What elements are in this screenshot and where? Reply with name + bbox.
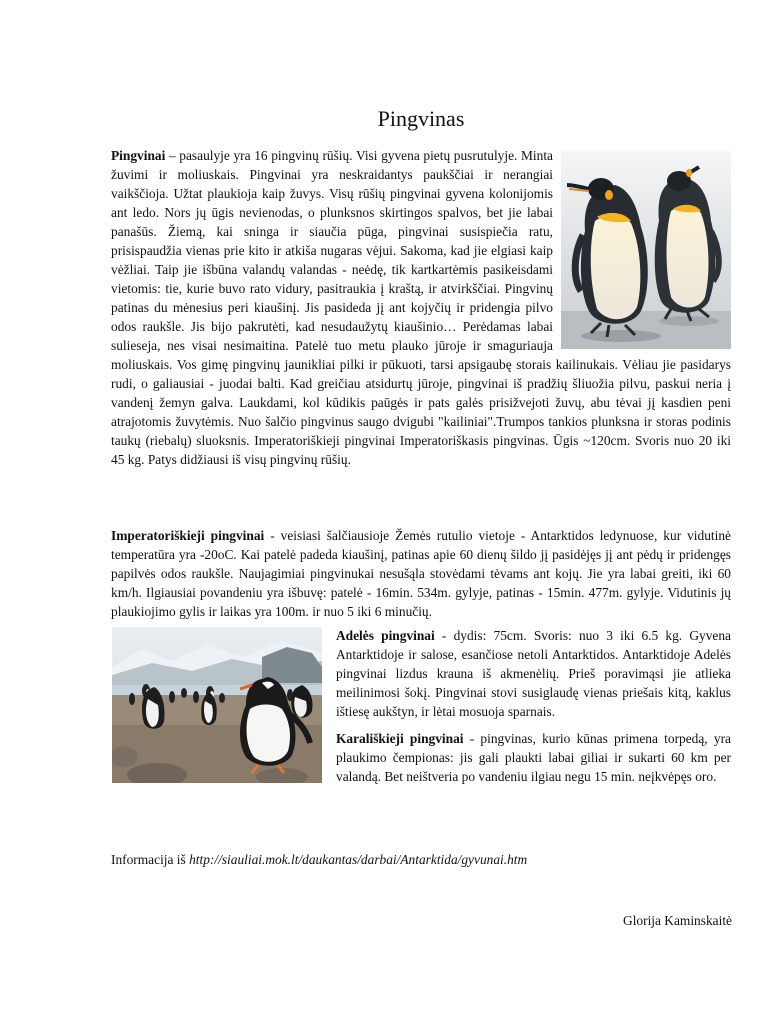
source-link[interactable]: http://siauliai.mok.lt/daukantas/darbai/Antarktida/gyvunai.htm (189, 852, 528, 867)
species-section (111, 526, 731, 787)
intro-paragraph (111, 146, 731, 469)
emperor-paragraph (111, 526, 731, 621)
source-label: Informacija iš (111, 852, 190, 867)
page-title: Pingvinas (377, 106, 465, 131)
source-line (111, 850, 731, 869)
emperor-text: - veisiasi šalčiausioje Žemės rutulio vietoje - Antarktidos ledynuose, kur vidutinė temperatūra yra -20oC. Kai patelė padeda kiaušinį, patinas apie 60 dienų šildo jį pasidėjęs jį ant pėdų ir pridengęs papilvės odos raukšle. Naujagimiai pingvinukai nesušąla stovėdami tėvams ant kojų. Jie yra labai greiti, iki 60 km/h. Ilgiausiai povandeniu yra išbuvę: patelė - 16min. 534m. gylyje, patinas - 15min. 477m. gylyje. Vidutinis jų plaukiojimo gylis ir laikas yra 100m. ir nuo 5 iki 6 minučių. (111, 528, 731, 619)
author-signature: Glorija Kaminskaitė (623, 913, 732, 928)
king-term: Karališkieji pingvinai (336, 731, 464, 746)
emperor-term: Imperatoriškieji pingvinai (111, 528, 265, 543)
king-text: - pingvinas, kurio kūnas primena torpedą, yra plaukimo čempionas: jis gali plaukti labai giliai ir sukarti 60 km per valandą. Bet neištveria po vandeniu ilgiau negu 15 min. neįkvėpęs oro. (336, 731, 731, 784)
intro-term: Pingvinai (111, 148, 166, 163)
adelie-term: Adelės pingvinai (336, 628, 435, 643)
king-penguins-photo (561, 151, 731, 349)
intro-text: – pasaulyje yra 16 pingvinų rūšių. Visi gyvena pietų pusrutulyje. Minta žuvimi ir moliuskais. Pingvinai yra neskraidantys paukščiai ir nerangiai vaikščioja. Užtat plaukioja kaip žuvys. Visų rūšių pingvinai gyvena kolonijomis ant ledo. Nors jų ūgis nevienodas, o plunksnos skirtingos spalvos, bet jie labai panašūs. Žiemą, kai sninga ir siaučia pūga, pingvinai susispiečia ratu, prisispaudžia vienas prie kito ir atkiša nugaras vėjui. Sakoma, kad jie elgiasi kaip vėžliai. Taip jie išbūna valandų valandas - neėdę, tik kartkartėmis pasikeisdami vietomis: tie, kurie buvo rato vidury, pasitraukia į kraštą, ir atvirkščiai. Pingvinų patinas du mėnesius peri kiaušinį. Jis pasideda jį ant kojyčių ir pridengia pilvo odos raukšle. Jis bijo pakrutėti, kad nesudaužytų kiaušinio… Perėdamas labai sulieseja, nes visai nesimaitina. Patelė tuo metu plauko jūroje ir smaguriauja moliuskais. Vos gimę pingvinų jaunikliai pilki ir pūkuoti, tarsi apsigaubę storais kailinukais. Vėliau jie pasidarys rudi, o galiausiai - juodai balti. Kad greičiau atsidurtų jūroje, pingvinai iš pradžių šliuožia pilvu, paskui neria į vandenį žemyn galva. Laukdami, kol kūdikis paūgės ir pats galės prisižvejoti žuvų, abu tėvai jį kasdien peni atrajotomis žuvytėmis. Nuo šalčio pingvinus saugo dvigubi "kailiniai".Trumpos tankios plunksna ir storas podinis taukų (riebalų) sluoksnis. Imperatoriškieji pingvinai Imperatoriškasis pingvinas. Ūgis ~120cm. Svoris nuo 20 iki 45 kg. Patys didžiausi iš visų pingvinų rūšių. (111, 148, 731, 467)
gentoo-colony-photo (112, 627, 322, 783)
adelie-text: - dydis: 75cm. Svoris: nuo 3 iki 6.5 kg. Gyvena Antarktidoje ir salose, esančiose netoli Antarktidos. Antarktidoje Adelės pingvinai lizdus krauna iš akmenėlių. Prieš poravimąsi jie atlieka meilinimosi šokį. Pingvinai stovi susiglaudę vienas priešais kitą, kaklus ištiesę aukštyn, ir lėtai mosuoja sparnais. (336, 628, 731, 719)
